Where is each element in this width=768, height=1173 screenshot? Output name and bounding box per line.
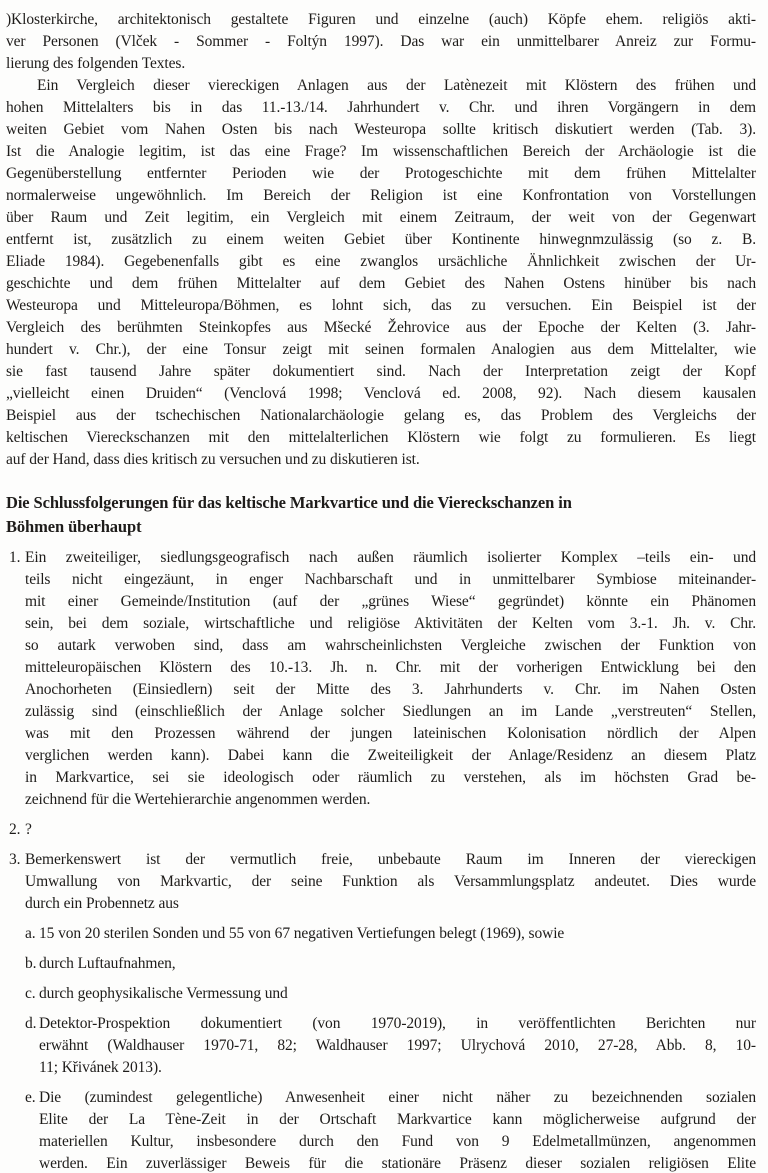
text-line: Böhmen überhaupt <box>6 517 142 536</box>
text-line: erwähnt (Waldhauser 1970-71, 82; Waldhauser 1997; Ulrychová 2010, 27-28, Abb. 8, 10- <box>39 1037 756 1054</box>
text-line: Detektor-Prospektion dokumentiert (von 1970-2019), in veröffentlichten Berichten nur <box>39 1015 756 1032</box>
text-line: Die Schlussfolgerungen für das keltische Markvartice und die Viereckschanzen in <box>6 493 572 512</box>
text-line: 15 von 20 sterilen Sonden und 55 von 67 negativen Vertiefungen belegt (1969), sowie <box>39 925 565 942</box>
lettered-item-b <box>6 953 756 975</box>
text-line: Westeuropa und Mitteleuropa/Böhmen, es lohnt sich, das zu versuchen. Ein Beispiel ist der <box>6 297 756 314</box>
numbered-item-2 <box>6 819 756 841</box>
text-line: mitteleuropäischen Klöstern des 10.-13. Jh. n. Chr. mit der vorherigen Entwicklung bei den <box>25 659 756 676</box>
list-marker: a. <box>25 925 36 942</box>
text-line: Ist die Analogie legitim, ist das eine Frage? Im wissenschaftlichen Bereich der Archäologie ist die <box>6 143 756 160</box>
text-line: Gegenüberstellung entfernter Perioden wie der Protogeschichte mit dem frühen Mittelalter <box>6 165 756 182</box>
text-line: normalerweise ungewöhnlich. Im Bereich der Religion ist eine Konfrontation von Vorstellungen <box>6 187 756 204</box>
lettered-item-e <box>6 1087 756 1173</box>
text-line: zeichnend für die Wertehierarchie angenommen werden. <box>25 791 371 808</box>
lettered-item-a <box>6 923 756 945</box>
text-line: materiellen Kultur, insbesondere durch den Fund von 9 Edelmetallmünzen, angenommen <box>39 1133 756 1150</box>
text-line: werden. Ein zuverlässiger Beweis für die stationäre Präsenz dieser sozialen religiösen Elite <box>39 1155 756 1172</box>
text-line: sein, bei dem soziale, wirtschaftliche und religiöse Aktivitäten der Kelten vom 3.-1. Jh. v. Chr. <box>25 615 756 632</box>
text-line: teils nicht eingezäunt, in enger Nachbarschaft und in unmittelbarer Symbiose miteinander- <box>25 571 756 588</box>
text-line: weiten Gebiet vom Nahen Osten bis nach Westeuropa sollte kritisch diskutiert werden (Tab. 3). <box>6 121 756 138</box>
list-marker: 1. <box>9 549 21 566</box>
text-line: durch Luftaufnahmen, <box>39 955 176 972</box>
text-line: in Markvartice, sei sie ideologisch oder räumlich zu verstehen, als im höchsten Grad be- <box>25 769 756 786</box>
text-line: Die (zumindest gelegentliche) Anwesenheit einer nicht näher zu bezeichnenden sozialen <box>39 1089 756 1106</box>
text-line: hundert v. Chr.), der eine Tonsur zeigt mit seinen formalen Analogien aus dem Mittelalter, wie <box>6 341 756 358</box>
text-line: )Klosterkirche, architektonisch gestaltete Figuren und einzelne (auch) Köpfe ehem. religiös akti- <box>6 11 756 28</box>
text-line: ver Personen (Vlček - Sommer - Foltýn 1997). Das war ein unmittelbarer Anreiz zur Formu- <box>6 33 756 50</box>
text-line: verglichen werden kann). Dabei kann die Zweiteiligkeit der Anlage/Residenz an diesem Platz <box>25 747 756 764</box>
numbered-item-1 <box>6 547 756 811</box>
intro-paragraph <box>6 9 756 75</box>
text-line: mit einer Gemeinde/Institution (auf der „grünes Wiese“ gegründet) könnte ein Phänomen <box>25 593 756 610</box>
text-line: entfernt ist, zusätzlich zu einem weiten Gebiet über Kontinente hinwegnmzulässig (so z. B. <box>6 231 756 248</box>
lettered-item-c <box>6 983 756 1005</box>
text-line: so autark verwoben sind, dass am wahrscheinlichsten Vergleiche zwischen der Funktion von <box>25 637 756 654</box>
text-line: Anochorheten (Einsiedlern) seit der Mitte des 3. Jahrhunderts v. Chr. im Nahen Osten <box>25 681 756 698</box>
text-line: Ein zweiteiliger, siedlungsgeografisch nach außen räumlich isolierter Komplex –teils ein- und <box>25 549 756 566</box>
text-line: ? <box>25 821 32 838</box>
text-line: Ein Vergleich dieser viereckigen Anlagen aus der Latènezeit mit Klöstern des frühen und <box>37 77 756 94</box>
text-line: 11; Křivánek 2013). <box>39 1059 162 1076</box>
comparison-paragraph <box>6 75 756 471</box>
text-line: durch geophysikalische Vermessung und <box>39 985 288 1002</box>
text-line: Vergleich des berühmten Steinkopfes aus Mšecké Žehrovice aus der Epoche der Kelten (3. Jahr- <box>6 319 756 336</box>
section-heading <box>6 491 756 539</box>
text-line: „vielleicht einen Druiden“ (Venclová 1998; Venclová ed. 2008, 92). Nach diesem kausalen <box>6 385 756 402</box>
text-line: sie fast tausend Jahre später dokumentiert sind. Nach der Interpretation zeigt der Kopf <box>6 363 756 380</box>
list-marker: d. <box>25 1015 37 1032</box>
numbered-item-3 <box>6 849 756 915</box>
text-line: keltischen Viereckschanzen mit den mittelalterlichen Klöstern wie folgt zu formulieren. Es liegt <box>6 429 756 446</box>
text-line: zulässig sind (einschließlich der Anlage solcher Siedlungen an im Lande „verstreuten“ Stellen, <box>25 703 756 720</box>
list-marker: e. <box>25 1089 36 1106</box>
text-line: was mit den Prozessen während der jungen lateinischen Kolonisation nördlich der Alpen <box>25 725 756 742</box>
list-marker: 2. <box>9 821 21 838</box>
text-line: Bemerkenswert ist der vermutlich freie, unbebaute Raum im Inneren der viereckigen <box>25 851 756 868</box>
text-line: lierung des folgenden Textes. <box>6 55 186 72</box>
list-marker: 3. <box>9 851 21 868</box>
text-line: Beispiel aus der tschechischen Nationalarchäologie gelang es, das Problem des Vergleichs der <box>6 407 756 424</box>
text-line: Umwallung von Markvartic, der seine Funktion als Versammlungsplatz andeutet. Dies wurde <box>25 873 756 890</box>
text-line: Elite der La Tène-Zeit in der Ortschaft Markvartice kann möglicherweise aufgrund der <box>39 1111 756 1128</box>
list-marker: c. <box>25 985 36 1002</box>
text-line: hohen Mittelalters bis in das 11.-13./14. Jahrhundert v. Chr. und ihren Vorgängern in dem <box>6 99 756 116</box>
lettered-item-d <box>6 1013 756 1079</box>
text-line: geschichte und dem frühen Mittelalter auf dem Gebiet des Nahen Ostens hinüber bis nach <box>6 275 756 292</box>
text-line: über Raum und Zeit legitim, ein Vergleich mit einem Zeitraum, der weit von der Gegenwart <box>6 209 756 226</box>
list-marker: b. <box>25 955 37 972</box>
text-line: auf der Hand, dass dies kritisch zu versuchen und zu diskutieren ist. <box>6 451 420 468</box>
text-line: durch ein Probennetz aus <box>25 895 179 912</box>
text-line: Eliade 1984). Gegebenenfalls gibt es eine zwanglos ursächliche Ähnlichkeit zwischen der Ur- <box>6 253 756 270</box>
